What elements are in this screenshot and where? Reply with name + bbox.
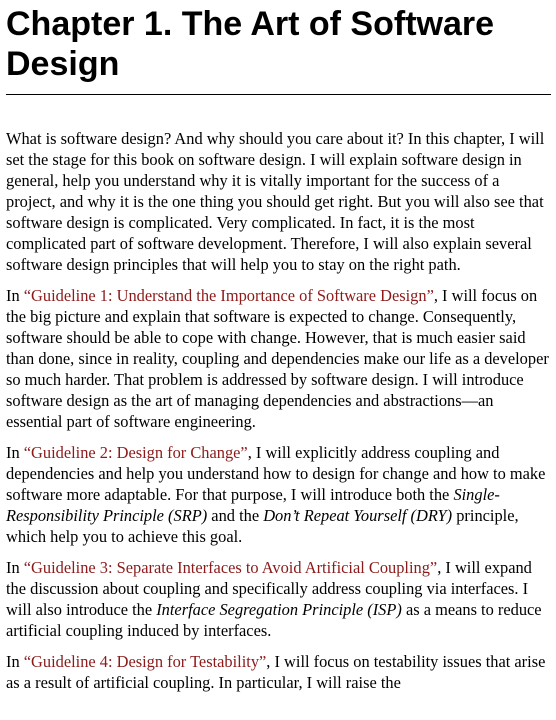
guideline-4-paragraph [6, 651, 551, 693]
paragraph-text: In [6, 286, 24, 305]
guideline-3-paragraph [6, 557, 551, 641]
chapter-title [6, 4, 551, 95]
paragraph-text: In [6, 443, 24, 462]
guideline-3-link[interactable]: “Guideline 3: Separate Interfaces to Avoid Artificial Coupling” [23, 558, 438, 577]
guideline-1-paragraph [6, 285, 551, 432]
paragraph-text: In [6, 558, 24, 577]
chapter-body [6, 128, 551, 693]
intro-paragraph [6, 128, 551, 275]
intro-text: What is software design? And why should you care about it? In this chapter, I will set the stage for this book on software design. I will explain software design in general, help you understand why it is vitally important for the success of a project, and why it is the one thing you should get right. But you will also see that software design is complicated. Very complicated. In fact, it is the most complicated part of software development. Therefore, I will also explain several software design principles that will help you to stay on the right path. [6, 129, 545, 274]
page [6, 0, 551, 703]
paragraph-text: as a means to reduce artificial coupling induced by interfaces. [6, 600, 542, 640]
guideline-4-link[interactable]: “Guideline 4: Design for Testability” [23, 652, 267, 671]
guideline-2-paragraph [6, 442, 551, 547]
paragraph-text: and the [207, 506, 264, 525]
paragraph-text: principle, which help you to achieve this goal. [6, 506, 519, 546]
chapter-title-line-2: Design [6, 45, 120, 83]
chapter-title-line-1: Chapter 1. The Art of Software [6, 5, 495, 43]
paragraph-text: , I will expand the discussion about coupling and specifically address coupling via interfaces. I will also introduce the [6, 558, 532, 619]
paragraph-text: , I will focus on testability issues that arise as a result of artificial coupling. In particular, I will raise the [6, 652, 546, 692]
paragraph-text: , I will focus on the big picture and explain that software is expected to change. Consequently, software should be able to cope with change. However, that is much easier said than done, since in reality, coupling and dependencies make our life as a developer so much harder. That problem is addressed by software design. I will introduce software design as the art of managing dependencies and abstractions—an essential part of software engineering. [6, 286, 549, 431]
dry-term: Don’t Repeat Yourself (DRY) [263, 506, 453, 525]
srp-term: Single-Responsibility Principle (SRP) [6, 485, 500, 525]
paragraph-text: , I will explicitly address coupling and dependencies and help you understand how to design for change and how to make software more adaptable. For that purpose, I will introduce both the [6, 443, 546, 504]
isp-term: Interface Segregation Principle (ISP) [156, 600, 402, 619]
guideline-2-link[interactable]: “Guideline 2: Design for Change” [23, 443, 248, 462]
guideline-1-link[interactable]: “Guideline 1: Understand the Importance of Software Design” [23, 286, 434, 305]
paragraph-text: In [6, 652, 24, 671]
